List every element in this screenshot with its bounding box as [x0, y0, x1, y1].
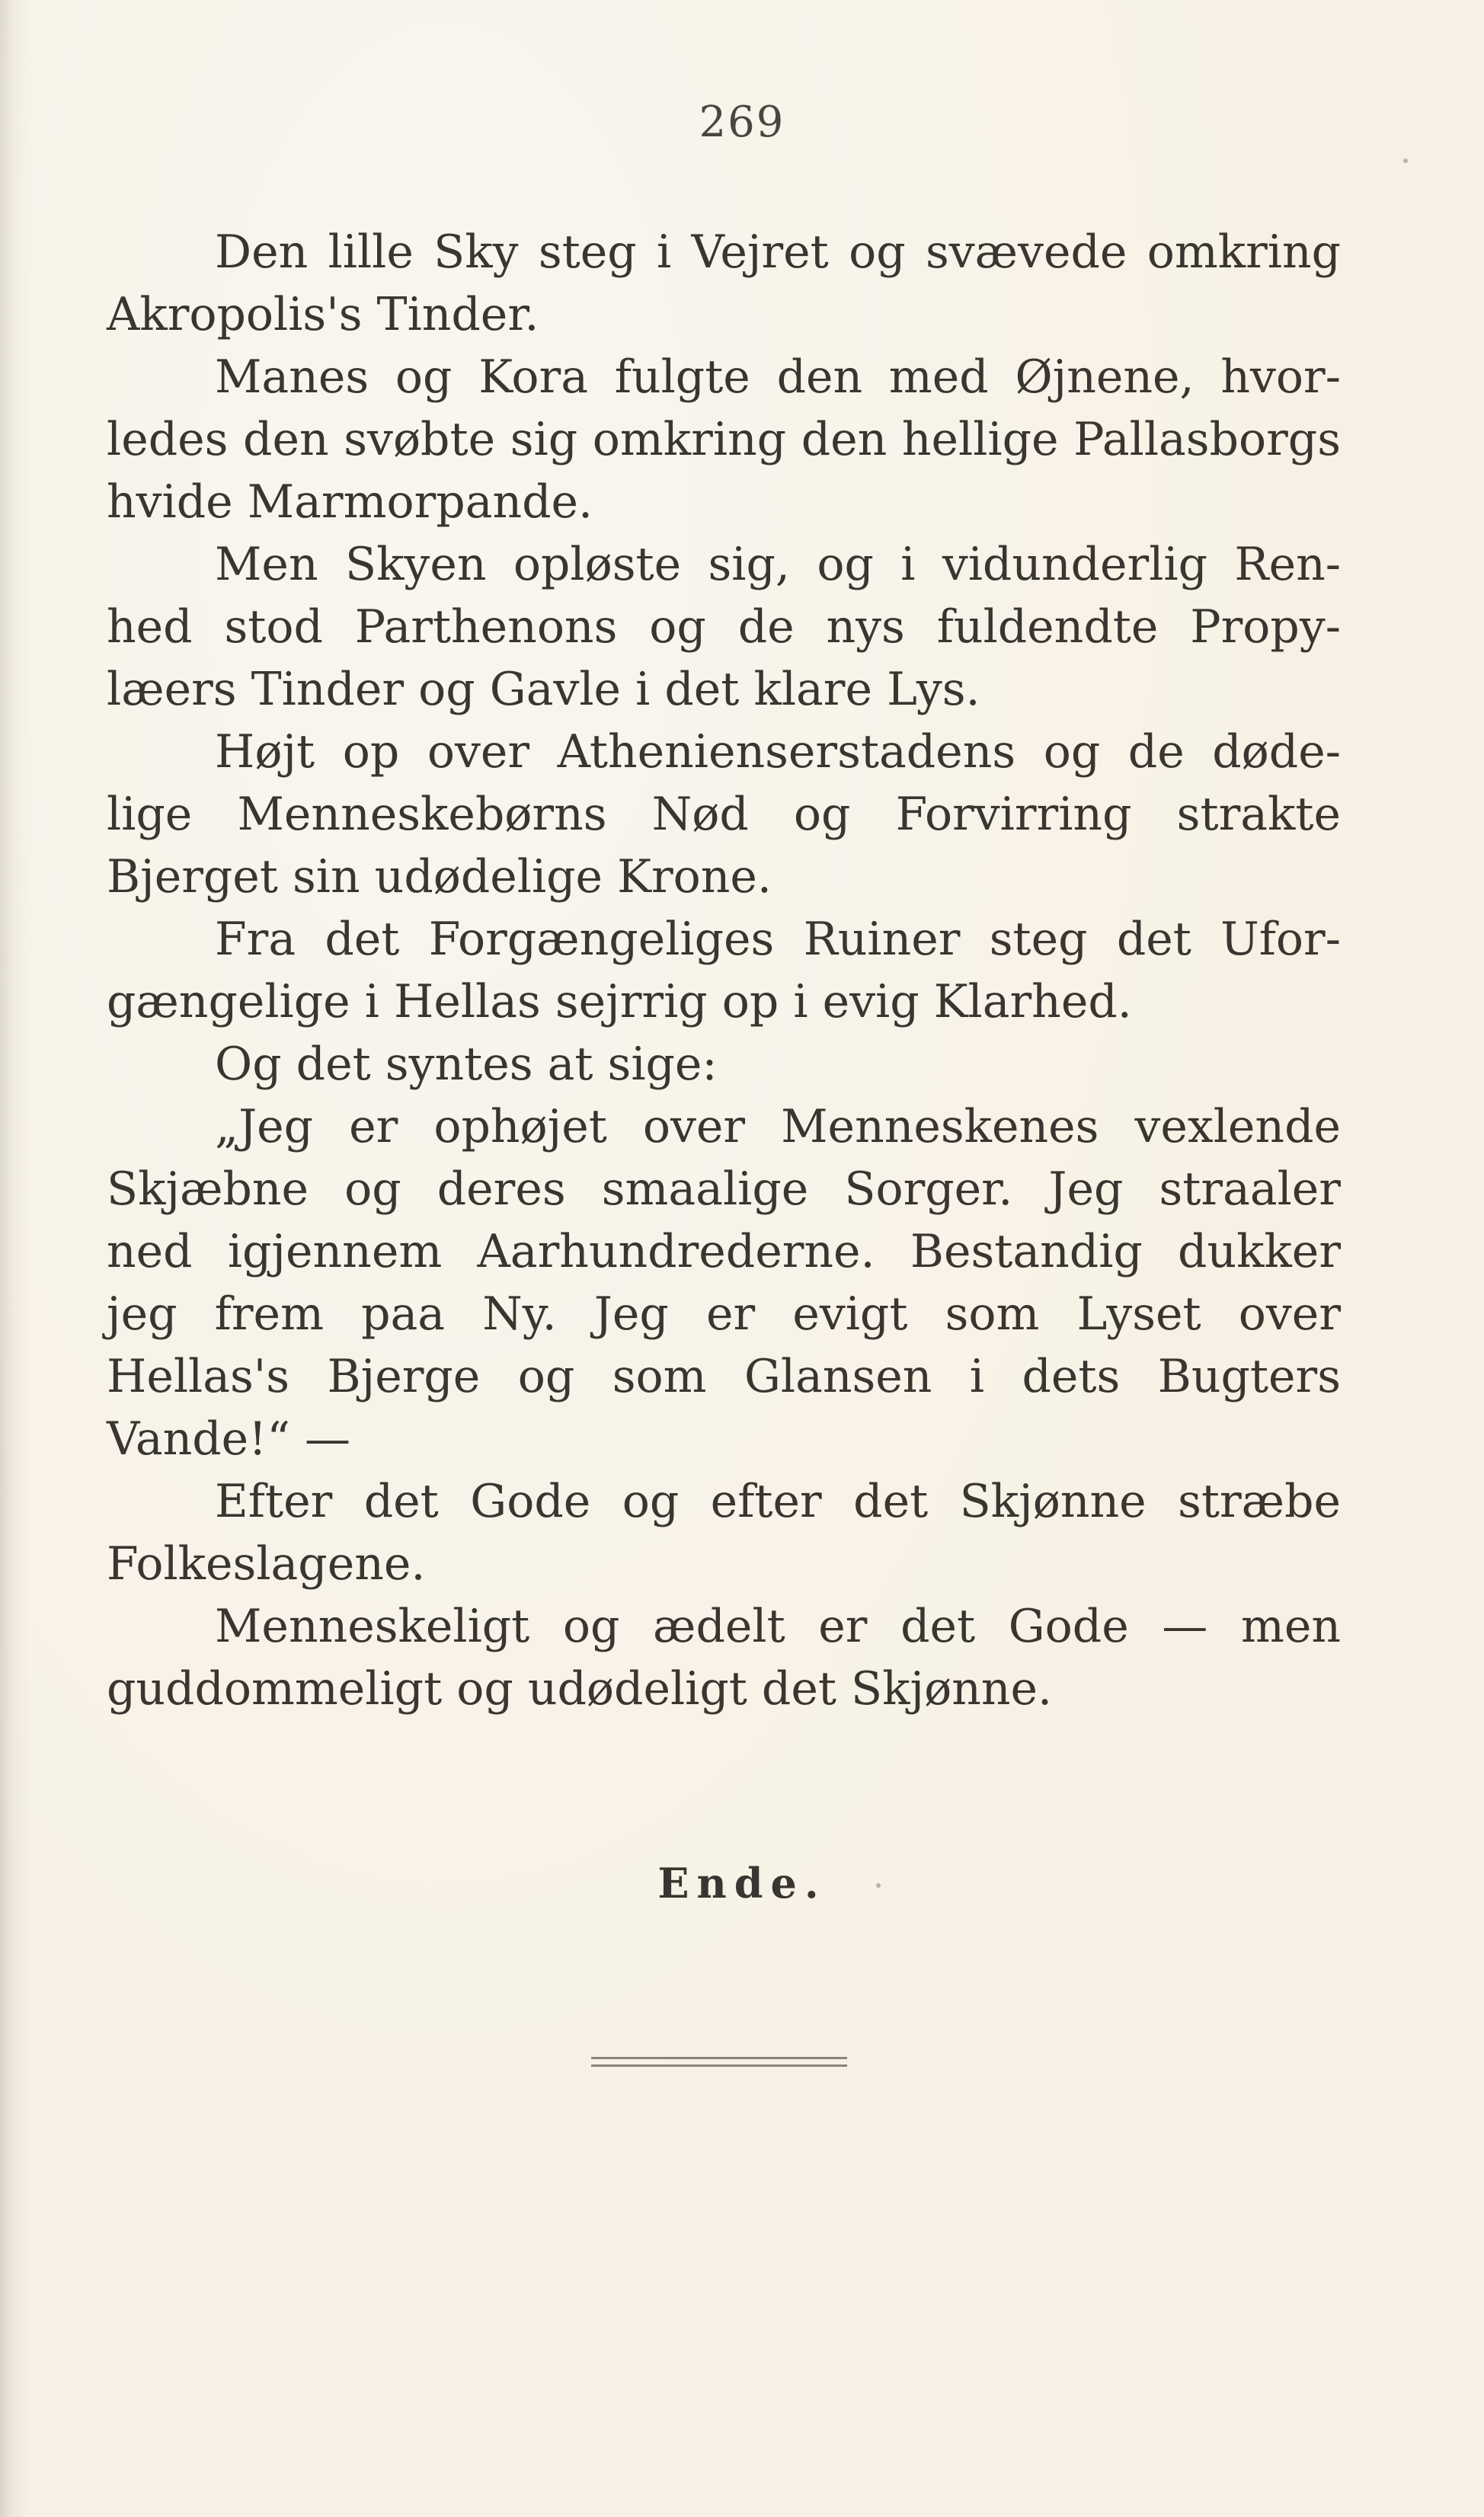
text-line: Og det syntes at sige: — [215, 1038, 718, 1091]
text-line: læers Tinder og Gavle i det klare Lys. — [107, 663, 980, 716]
text-line: hed stod Parthenons og de nys fuldendte Propy- — [107, 600, 1341, 654]
text-line: Men Skyen opløste sig, og i vidunderlig Ren- — [215, 538, 1341, 591]
text-line: Hellas's Bjerge og som Glansen i dets Bugters — [107, 1350, 1341, 1403]
paper-speck — [1403, 158, 1408, 163]
text-line: Efter det Gode og efter det Skjønne stræbe — [215, 1475, 1341, 1528]
text-line: Manes og Kora fulgte den med Øjnene, hvor- — [215, 350, 1341, 404]
body-text — [107, 221, 1341, 1720]
text-line: Akropolis's Tinder. — [107, 288, 539, 341]
text-line: gængelige i Hellas sejrrig op i evig Klarhed. — [107, 975, 1132, 1028]
closing-word: Ende. — [657, 1859, 827, 1908]
text-line: „Jeg er ophøjet over Menneskenes vexlende — [215, 1100, 1341, 1153]
paper-speck — [876, 1883, 881, 1888]
ornamental-rule-bottom — [591, 2064, 847, 2067]
text-line: Vande!“ — — [107, 1412, 351, 1466]
text-line: Bjerget sin udødelige Krone. — [107, 850, 772, 903]
text-line: Folkeslagene. — [107, 1537, 426, 1591]
text-line: Højt op over Athenienserstadens og de døde- — [215, 725, 1341, 779]
text-line: lige Menneskebørns Nød og Forvirring strakte — [107, 788, 1341, 841]
text-line: Fra det Forgængeliges Ruiner steg det Ufor- — [215, 913, 1341, 966]
text-line: jeg frem paa Ny. Jeg er evigt som Lyset over — [107, 1287, 1341, 1341]
text-line: guddommeligt og udødeligt det Skjønne. — [107, 1662, 1053, 1716]
text-line: ned igjennem Aarhundrederne. Bestandig dukker — [107, 1225, 1341, 1278]
text-line: hvide Marmorpande. — [107, 475, 593, 529]
text-line: Skjæbne og deres smaalige Sorger. Jeg straaler — [107, 1163, 1341, 1216]
page-number: 269 — [699, 98, 785, 147]
ornamental-rule-top — [591, 2057, 847, 2059]
text-line: ledes den svøbte sig omkring den hellige Pallasborgs — [107, 413, 1341, 466]
text-line: Den lille Sky steg i Vejret og svævede omkring — [215, 225, 1341, 279]
text-line: Menneskeligt og ædelt er det Gode — men — [215, 1600, 1341, 1653]
